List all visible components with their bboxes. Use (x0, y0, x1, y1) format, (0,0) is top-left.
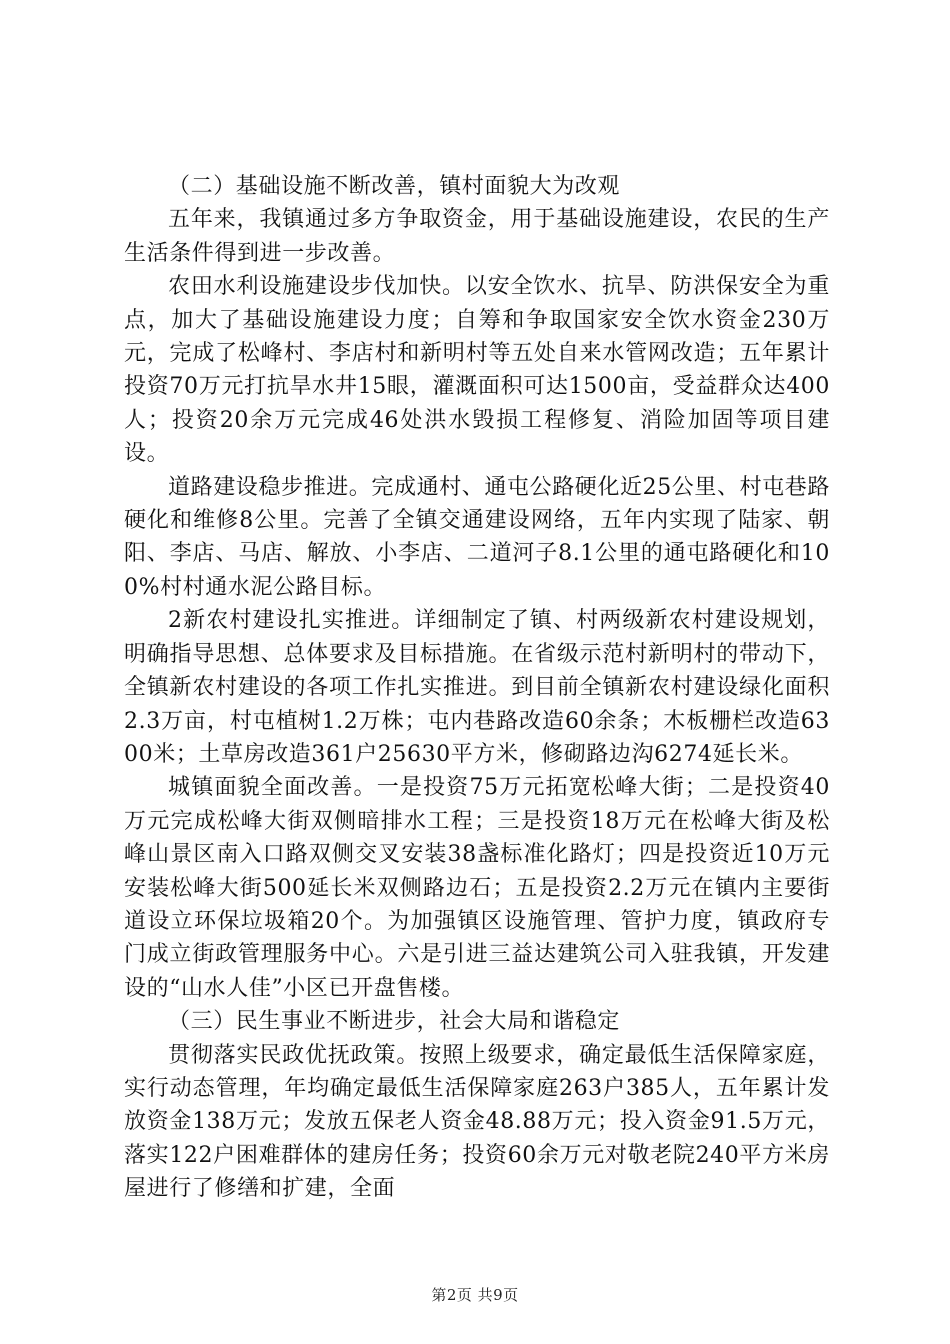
section-heading: （二）基础设施不断改善，镇村面貌大为改观 (168, 174, 621, 199)
paragraph: 五年来，我镇通过多方争取资金，用于基础设施建设，农民的生产生活条件得到进一步改善。 (124, 207, 830, 266)
paragraph: 农田水利设施建设步伐加快。以安全饮水、抗旱、防洪保安全为重点，加大了基础设施建设力度；自筹和争取国家安全饮水资金230万元，完成了松峰村、李店村和新明村等五处自来水管网改造；五年累计投资70万元打抗旱水井15眼，灌溉面积可达1500亩，受益群众达400人；投资20余万元完成46处洪水毁损工程修复、消险加固等项目建设。 (124, 274, 830, 467)
paragraph: 道路建设稳步推进。完成通村、通屯公路硬化近25公里、村屯巷路硬化和维修8公里。完善了全镇交通建设网络，五年内实现了陆家、朝阳、李店、马店、解放、小李店、二道河子8.1公里的通屯路硬化和100%村村通水泥公路目标。 (124, 474, 830, 600)
paragraph: 城镇面貌全面改善。一是投资75万元拓宽松峰大街；二是投资40万元完成松峰大街双侧暗排水工程；三是投资18万元在松峰大街及松峰山景区南入口路双侧交叉安装38盏标准化路灯；四是投资近10万元安装松峰大街500延长米双侧路边石；五是投资2.2万元在镇内主要街道设立环保垃圾箱20个。为加强镇区设施管理、管护力度，镇政府专门成立街政管理服务中心。六是引进三益达建筑公司入驻我镇，开发建设的“山水人佳”小区已开盘售楼。 (124, 775, 830, 1001)
paragraph: 贯彻落实民政优抚政策。按照上级要求，确定最低生活保障家庭，实行动态管理，年均确定最低生活保障家庭263户385人，五年累计发放资金138万元；发放五保老人资金48.88万元；投入资金91.5万元，落实122户困难群体的建房任务；投资60余万元对敬老院240平方米房屋进行了修缮和扩建，全面 (124, 1042, 830, 1202)
page-footer: 第2页 共9页 (431, 1286, 519, 1304)
paragraph: 2新农村建设扎实推进。详细制定了镇、村两级新农村建设规划，明确指导思想、总体要求及目标措施。在省级示范村新明村的带动下，全镇新农村建设的各项工作扎实推进。到目前全镇新农村建设绿化面积2.3万亩，村屯植树1.2万株；屯内巷路改造60余条；木板栅栏改造6300米；土草房改造361户25630平方米，修砌路边沟6274延长米。 (124, 608, 830, 767)
document-body (124, 170, 830, 1206)
section-heading: （三）民生事业不断进步，社会大局和谐稳定 (168, 1009, 621, 1035)
